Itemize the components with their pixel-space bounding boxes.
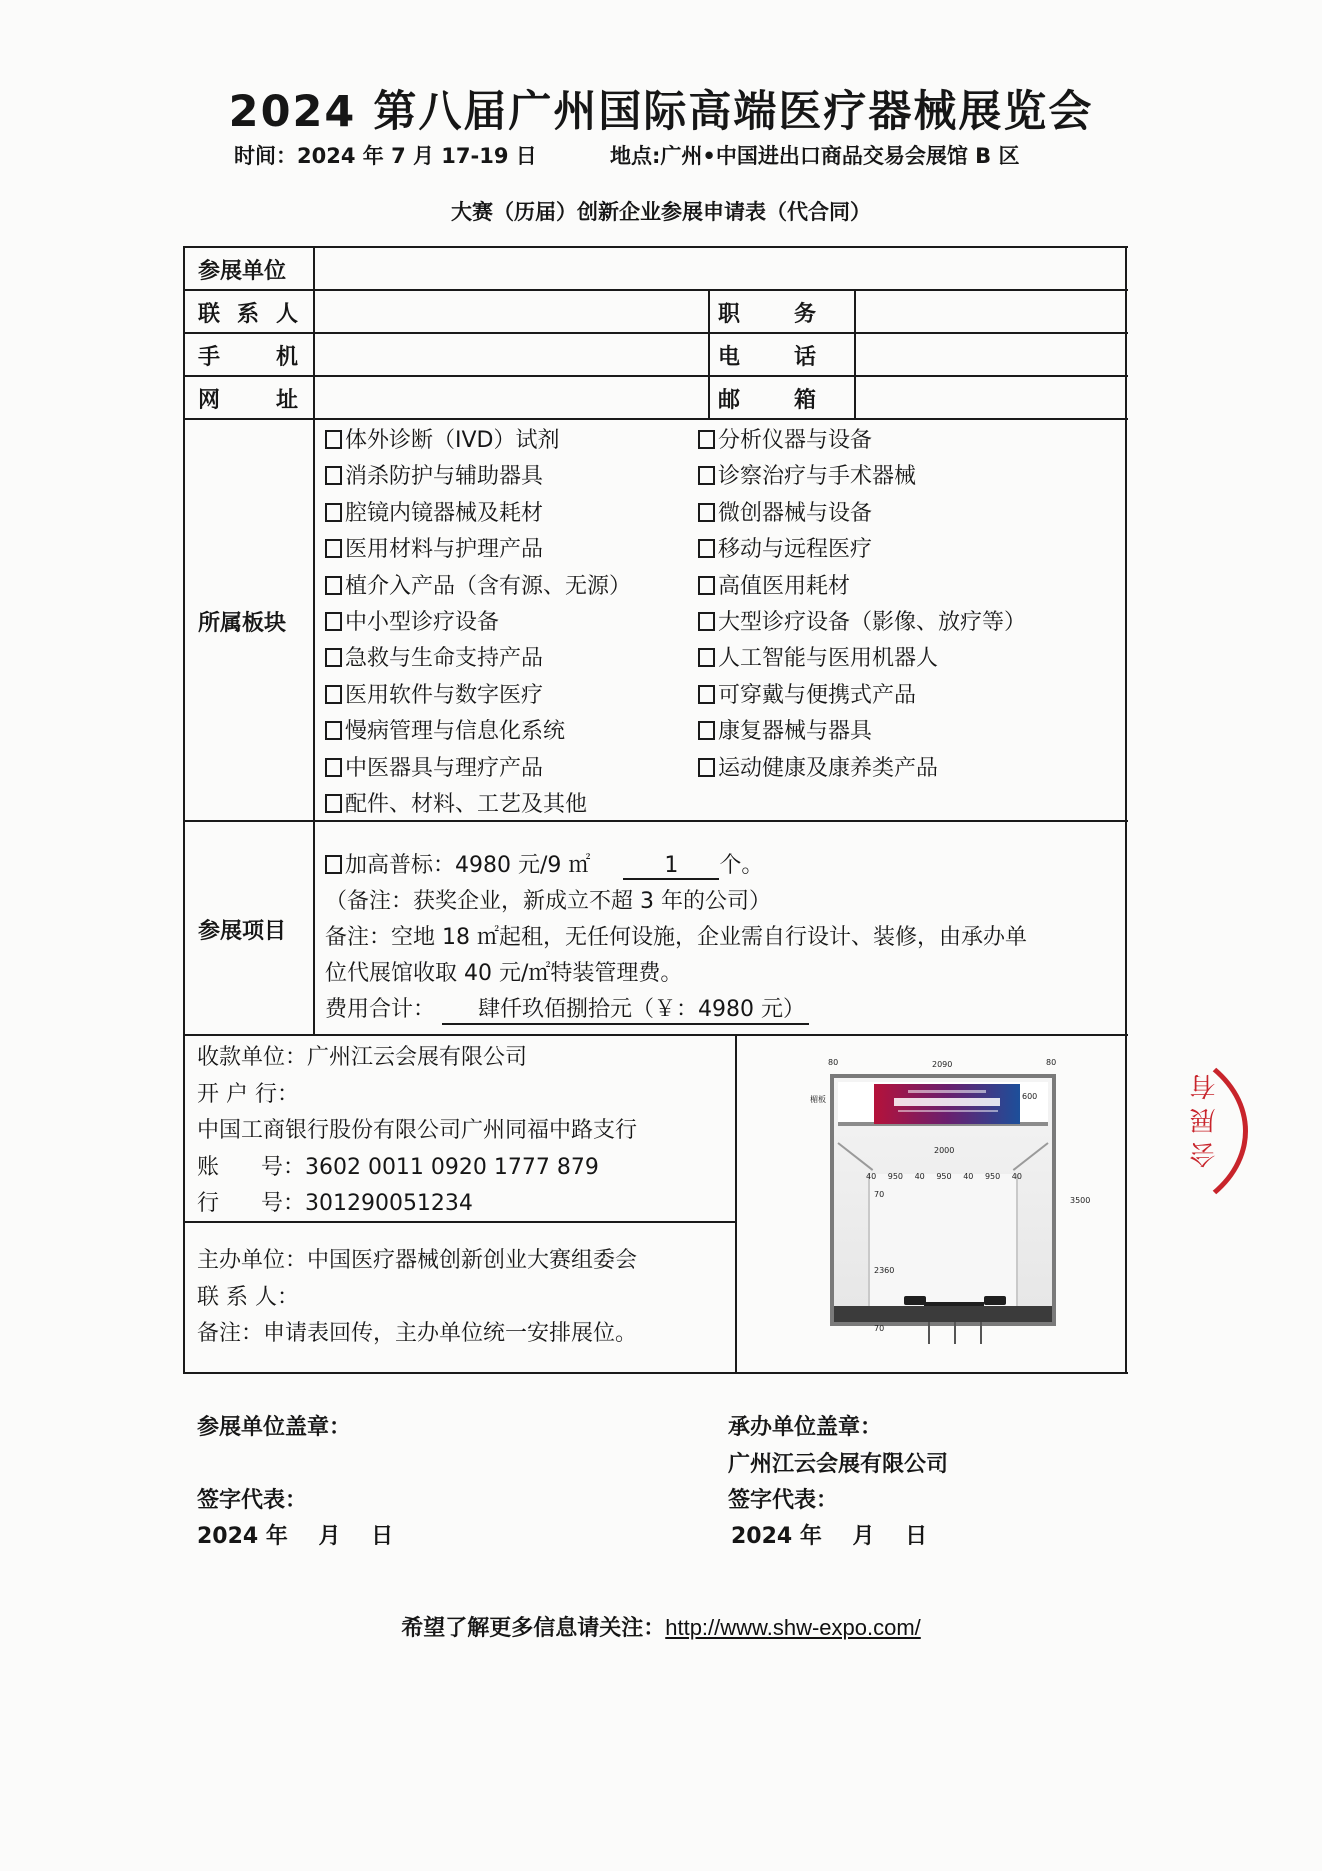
category-option-label: 医用软件与数字医疗 bbox=[345, 682, 544, 708]
bank-name: 中国工商银行股份有限公司广州同福中路支行 bbox=[197, 1118, 638, 1143]
checkbox[interactable] bbox=[325, 685, 342, 704]
table-border-right bbox=[1125, 246, 1127, 1374]
category-option-label: 可穿戴与便携式产品 bbox=[718, 682, 917, 708]
project-label: 参展项目 bbox=[198, 919, 287, 944]
dim-label: 2360 bbox=[874, 1266, 895, 1275]
booth-banner-image bbox=[874, 1084, 1020, 1124]
booth-floor bbox=[834, 1306, 1052, 1322]
checkbox[interactable] bbox=[698, 466, 715, 485]
footer bbox=[0, 1611, 1322, 1642]
label-char: 职 bbox=[718, 302, 741, 327]
organizer-contact: 联 系 人： bbox=[197, 1284, 299, 1310]
payment-info bbox=[197, 1040, 637, 1223]
checkbox[interactable] bbox=[325, 466, 342, 485]
row-divider bbox=[183, 375, 1128, 377]
category-option-label: 高值医用耗材 bbox=[718, 573, 851, 599]
dim-label: 70 bbox=[874, 1324, 885, 1333]
panel-dims: 40 950 40 950 40 950 40 bbox=[866, 1172, 1022, 1181]
exhibitor-date: 2024 年 月 日 bbox=[197, 1524, 394, 1549]
dim-label: 3500 bbox=[1070, 1196, 1091, 1205]
seal-text: 会展有 bbox=[1190, 1066, 1220, 1168]
label-char: 联 bbox=[198, 302, 221, 327]
booth-diagram bbox=[828, 1058, 1066, 1336]
total-fee-label: 费用合计： bbox=[325, 997, 436, 1022]
category-label: 所属板块 bbox=[198, 611, 287, 636]
category-option-label: 体外诊断（IVD）试剂 bbox=[345, 428, 560, 453]
booth-option[interactable] bbox=[325, 848, 763, 880]
total-fee bbox=[325, 992, 809, 1025]
category-option[interactable] bbox=[325, 569, 631, 605]
checkbox[interactable] bbox=[698, 503, 715, 522]
website-link[interactable]: http://www.shw-expo.com/ bbox=[665, 1615, 921, 1640]
bank-code: 行 号：301290051234 bbox=[197, 1191, 473, 1216]
category-option-label: 中小型诊疗设备 bbox=[345, 610, 500, 636]
email-label bbox=[718, 383, 816, 414]
organizer-info bbox=[197, 1243, 637, 1353]
chair-icon bbox=[904, 1296, 926, 1305]
email-field[interactable] bbox=[859, 379, 1123, 417]
category-option[interactable] bbox=[325, 714, 631, 750]
row-divider bbox=[183, 289, 1128, 291]
category-option[interactable] bbox=[698, 459, 1026, 495]
category-option[interactable] bbox=[325, 605, 631, 641]
dim-label: 80 bbox=[1046, 1058, 1057, 1067]
organizer-date: 2024 年 月 日 bbox=[731, 1524, 928, 1549]
label-char: 邮 bbox=[718, 388, 741, 413]
checkbox[interactable] bbox=[698, 648, 715, 667]
category-list-left bbox=[325, 423, 631, 823]
category-option-label: 移动与远程医疗 bbox=[718, 537, 873, 563]
label-char: 话 bbox=[793, 345, 816, 370]
checkbox[interactable] bbox=[698, 685, 715, 704]
category-option-label: 植介入产品（含有源、无源） bbox=[345, 573, 632, 599]
category-option[interactable] bbox=[698, 751, 1026, 787]
mobile-field[interactable] bbox=[318, 336, 706, 374]
category-option-label: 诊察治疗与手术器械 bbox=[718, 464, 917, 490]
chair-icon bbox=[984, 1296, 1006, 1305]
category-option[interactable] bbox=[325, 751, 631, 787]
contact-label bbox=[198, 297, 298, 328]
checkbox[interactable] bbox=[325, 794, 342, 813]
label-char: 系 bbox=[236, 302, 259, 327]
checkbox[interactable] bbox=[325, 503, 342, 522]
checkbox[interactable] bbox=[698, 721, 715, 740]
website-label bbox=[198, 383, 298, 414]
row-divider bbox=[183, 418, 1128, 420]
form-title: 大赛（历届）创新企业参展申请表（代合同） bbox=[451, 200, 871, 224]
category-option-label: 分析仪器与设备 bbox=[718, 428, 873, 453]
column-divider bbox=[735, 1034, 737, 1374]
label-char: 址 bbox=[275, 388, 298, 413]
checkbox[interactable] bbox=[325, 576, 342, 595]
company-label: 参展单位 bbox=[198, 259, 287, 284]
category-option[interactable] bbox=[698, 532, 1026, 568]
category-option[interactable] bbox=[325, 787, 631, 823]
payee: 收款单位：广州江云会展有限公司 bbox=[197, 1045, 528, 1070]
mobile-label bbox=[198, 340, 298, 371]
category-option[interactable] bbox=[698, 605, 1026, 641]
exhibitor-rep-label: 签字代表： bbox=[197, 1488, 308, 1513]
category-option[interactable] bbox=[698, 496, 1026, 532]
bank-label: 开 户 行： bbox=[197, 1081, 299, 1107]
space-note-line1: 备注：空地 18 ㎡起租，无任何设施，企业需自行设计、装修，由承办单 bbox=[325, 925, 1027, 950]
dim-label: 2000 bbox=[934, 1146, 955, 1155]
website-field[interactable] bbox=[318, 379, 706, 417]
company-seal-stamp bbox=[1178, 1036, 1298, 1226]
label-char: 机 bbox=[275, 345, 298, 370]
checkbox[interactable] bbox=[698, 612, 715, 631]
position-label bbox=[718, 297, 816, 328]
document-title: 2024 第八届广州国际高端医疗器械展览会 bbox=[228, 87, 1094, 137]
category-option[interactable] bbox=[325, 423, 631, 459]
position-field[interactable] bbox=[859, 293, 1123, 331]
label-char: 网 bbox=[198, 388, 221, 413]
organizer-rep-label: 签字代表： bbox=[728, 1488, 839, 1513]
checkbox[interactable] bbox=[325, 539, 342, 558]
checkbox[interactable] bbox=[698, 758, 715, 777]
table-border-bottom bbox=[183, 1372, 1128, 1374]
table-border-top bbox=[183, 246, 1128, 248]
checkbox[interactable] bbox=[698, 539, 715, 558]
category-option[interactable] bbox=[325, 641, 631, 677]
category-option[interactable] bbox=[698, 423, 1026, 459]
category-option-label: 大型诊疗设备（影像、放疗等） bbox=[718, 610, 1027, 636]
dim-label: 楣板 bbox=[810, 1095, 826, 1104]
row-divider bbox=[183, 332, 1128, 334]
host-organization: 主办单位：中国医疗器械创新创业大赛组委会 bbox=[197, 1248, 638, 1273]
label-char: 箱 bbox=[793, 388, 816, 413]
total-fee-value: 肆仟玖佰捌拾元（￥：4980 元） bbox=[442, 992, 809, 1025]
checkbox[interactable] bbox=[325, 721, 342, 740]
contact-field[interactable] bbox=[318, 293, 706, 331]
dim-label: 70 bbox=[874, 1190, 885, 1199]
dim-label: 2090 bbox=[932, 1060, 953, 1069]
label-char: 务 bbox=[793, 302, 816, 327]
phone-field[interactable] bbox=[859, 336, 1123, 374]
checkbox[interactable] bbox=[325, 612, 342, 631]
event-time: 时间：2024 年 7 月 17-19 日 bbox=[234, 144, 537, 168]
organizer-note: 备注：申请表回传，主办单位统一安排展位。 bbox=[197, 1321, 638, 1346]
category-list-right bbox=[698, 423, 1026, 787]
checkbox[interactable] bbox=[325, 430, 342, 449]
organizer-company: 广州江云会展有限公司 bbox=[728, 1452, 949, 1477]
event-venue: 地点:广州•中国进出口商品交易会展馆 B 区 bbox=[610, 144, 1020, 168]
company-field[interactable] bbox=[318, 250, 1123, 288]
footer-prompt: 希望了解更多信息请关注： bbox=[401, 1616, 666, 1641]
dim-label: 600 bbox=[1022, 1092, 1038, 1101]
label-column-divider bbox=[313, 246, 315, 1034]
category-option[interactable] bbox=[698, 641, 1026, 677]
column-divider bbox=[854, 289, 856, 418]
checkbox[interactable] bbox=[325, 758, 342, 777]
category-option[interactable] bbox=[698, 678, 1026, 714]
category-option[interactable] bbox=[325, 678, 631, 714]
dim-label: 80 bbox=[828, 1058, 839, 1067]
booth-frame bbox=[830, 1074, 1056, 1326]
category-option[interactable] bbox=[325, 496, 631, 532]
category-option-label: 慢病管理与信息化系统 bbox=[345, 719, 566, 745]
label-char: 电 bbox=[718, 345, 741, 370]
category-option-label: 康复器械与器具 bbox=[718, 719, 873, 745]
quantity-unit: 个。 bbox=[719, 853, 764, 878]
category-option[interactable] bbox=[325, 532, 631, 568]
category-option-label: 配件、材料、工艺及其他 bbox=[345, 792, 588, 818]
account-number: 账 号：3602 0011 0920 1777 879 bbox=[197, 1154, 599, 1180]
column-divider bbox=[708, 289, 710, 418]
booth-fascia bbox=[838, 1082, 1048, 1126]
label-char: 手 bbox=[198, 345, 221, 370]
table-border-left bbox=[183, 246, 185, 1374]
exhibitor-seal-label: 参展单位盖章： bbox=[197, 1415, 352, 1440]
category-option-label: 消杀防护与辅助器具 bbox=[345, 464, 544, 490]
category-option-label: 微创器械与设备 bbox=[718, 500, 873, 526]
category-option[interactable] bbox=[698, 714, 1026, 750]
checkbox[interactable] bbox=[325, 855, 342, 874]
category-option-label: 中医器具与理疗产品 bbox=[345, 755, 544, 781]
category-option-label: 人工智能与医用机器人 bbox=[718, 646, 939, 672]
organizer-seal-label: 承办单位盖章： bbox=[728, 1415, 883, 1440]
category-option-label: 腔镜内镜器械及耗材 bbox=[345, 500, 544, 526]
booth-note: （备注：获奖企业，新成立不超 3 年的公司） bbox=[325, 889, 771, 914]
checkbox[interactable] bbox=[698, 576, 715, 595]
space-note-line2: 位代展馆收取 40 元/㎡特装管理费。 bbox=[325, 961, 683, 986]
category-option-label: 医用材料与护理产品 bbox=[345, 537, 544, 563]
category-option[interactable] bbox=[698, 569, 1026, 605]
label-char: 人 bbox=[275, 302, 298, 327]
phone-label bbox=[718, 340, 816, 371]
checkbox[interactable] bbox=[325, 648, 342, 667]
checkbox[interactable] bbox=[698, 430, 715, 449]
category-option-label: 运动健康及康养类产品 bbox=[718, 755, 939, 781]
row-divider bbox=[183, 1034, 1128, 1036]
category-option[interactable] bbox=[325, 459, 631, 495]
booth-quantity-field[interactable]: 1 bbox=[623, 853, 719, 880]
booth-option-label: 加高普标：4980 元/9 ㎡ bbox=[345, 853, 591, 878]
category-option-label: 急救与生命支持产品 bbox=[345, 646, 544, 672]
